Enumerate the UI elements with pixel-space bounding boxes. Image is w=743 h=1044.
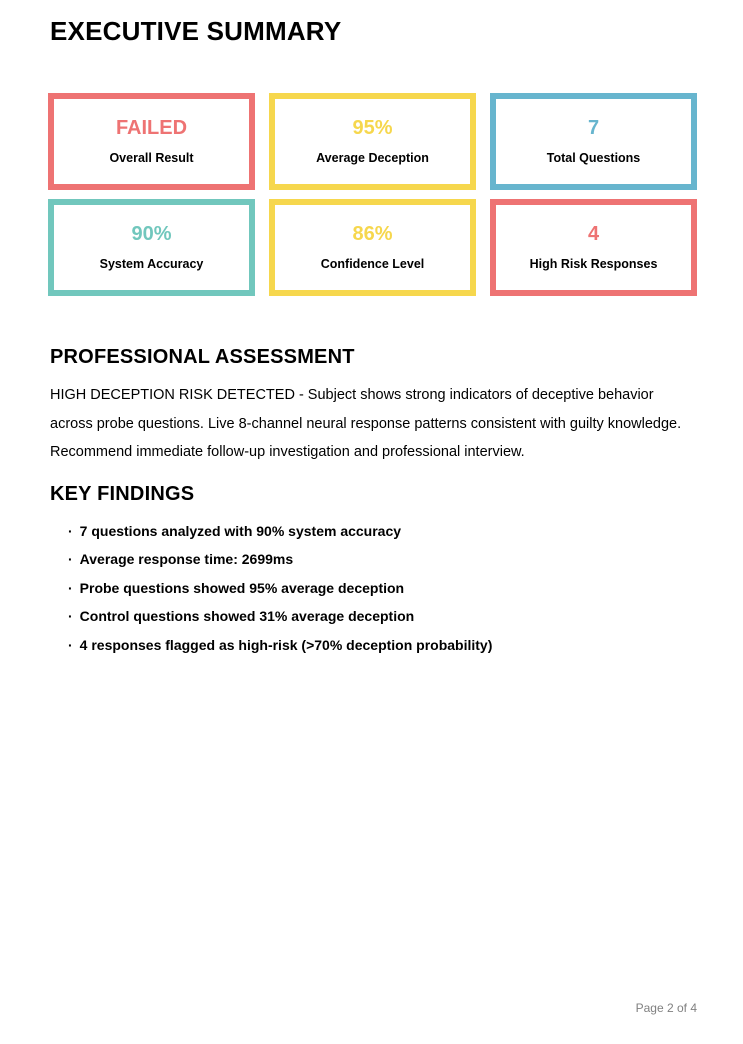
stat-card-system-accuracy	[48, 199, 255, 296]
section-heading-professional-assessment: PROFESSIONAL ASSESSMENT	[50, 346, 355, 368]
stat-value: FAILED	[115, 117, 188, 140]
finding-text: 4 responses flagged as high-risk (>70% deception probability)	[79, 636, 493, 653]
findings-list	[68, 517, 492, 659]
stat-value: 7	[587, 117, 600, 140]
stat-card-overall-result	[48, 93, 255, 190]
bullet-icon: ·	[68, 523, 73, 539]
finding-text: Probe questions showed 95% average deception	[79, 579, 405, 596]
stat-label: System Accuracy	[99, 257, 204, 272]
list-item	[68, 574, 492, 602]
stat-label: High Risk Responses	[529, 257, 658, 272]
stat-value: 90%	[131, 223, 172, 246]
stat-value: 4	[587, 223, 600, 246]
assessment-body-text: HIGH DECEPTION RISK DETECTED - Subject shows strong indicators of deceptive behavior across probe questions. Live 8-channel neural response patterns consistent with guilty knowledge. Recommend immediate follow-up investigation and professional interview.	[50, 387, 682, 460]
list-item	[68, 545, 492, 573]
bullet-icon: ·	[68, 551, 73, 568]
stat-card-grid	[48, 93, 697, 296]
stat-card-high-risk-responses	[490, 199, 697, 296]
bullet-icon: ·	[68, 608, 73, 625]
page-number: Page 2 of 4	[635, 1001, 697, 1015]
stat-card-total-questions	[490, 93, 697, 190]
list-item	[68, 517, 492, 545]
bullet-icon: ·	[68, 636, 73, 653]
bullet-icon: ·	[68, 579, 73, 596]
list-item	[68, 631, 492, 659]
stat-label: Confidence Level	[320, 257, 425, 272]
stat-label: Average Deception	[316, 151, 429, 166]
finding-text: Average response time: 2699ms	[79, 551, 294, 568]
stat-value: 95%	[352, 117, 393, 140]
stat-card-confidence-level	[269, 199, 476, 296]
list-item	[68, 602, 492, 630]
section-heading-key-findings: KEY FINDINGS	[50, 483, 195, 505]
stat-label: Overall Result	[109, 151, 194, 166]
finding-text: 7 questions analyzed with 90% system accuracy	[79, 523, 402, 539]
stat-label: Total Questions	[546, 151, 641, 166]
stat-card-average-deception	[269, 93, 476, 190]
stat-value: 86%	[352, 223, 393, 246]
finding-text: Control questions showed 31% average deception	[79, 608, 415, 625]
page-title: EXECUTIVE SUMMARY	[50, 16, 342, 46]
